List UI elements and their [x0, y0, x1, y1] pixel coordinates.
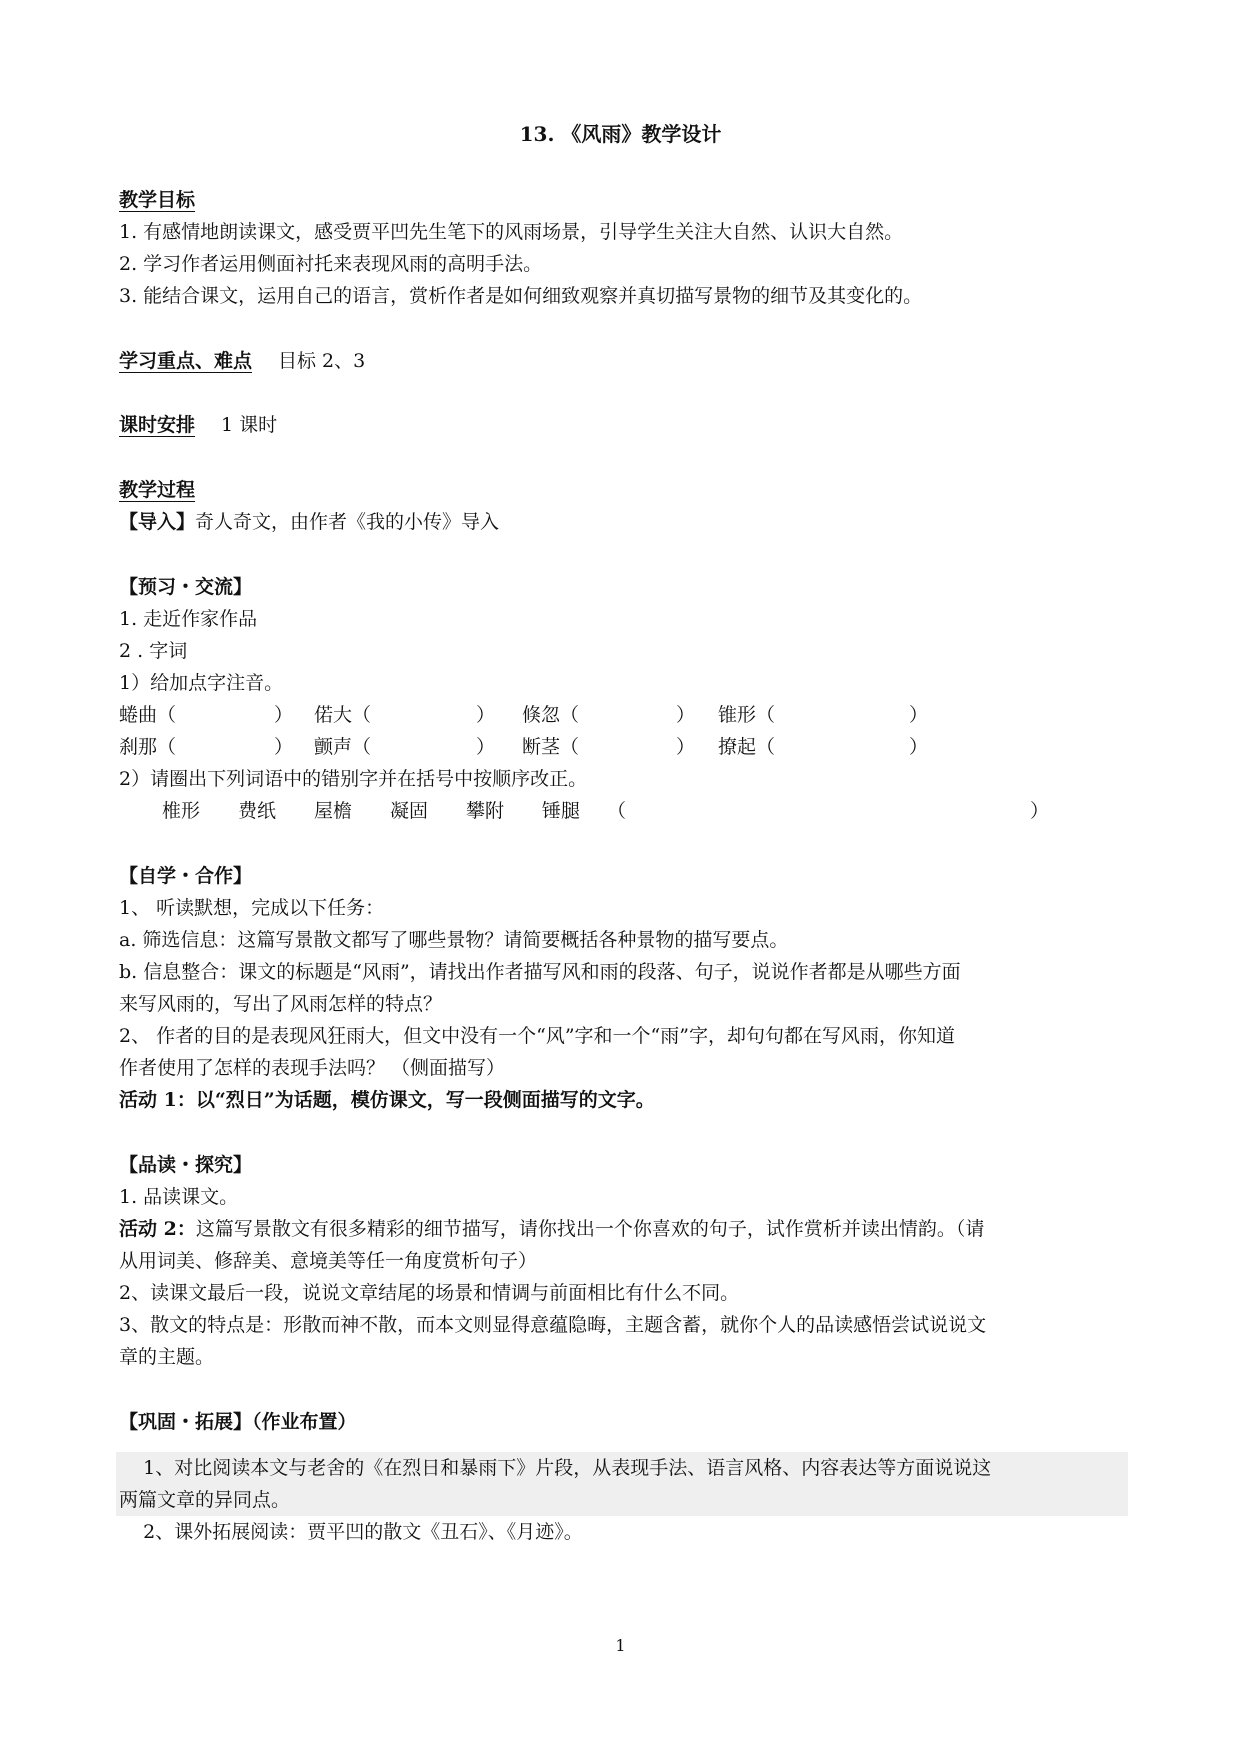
activity-2-line	[119, 1213, 984, 1245]
process-heading: 教学过程	[119, 479, 196, 501]
pinyin-close: ）	[274, 736, 294, 758]
typo-word: 屋檐	[314, 800, 353, 822]
typo-open-paren: （	[607, 800, 627, 822]
pinyin-close: ）	[274, 704, 294, 726]
goal-item-3: 3. 能结合课文，运用自己的语言，赏析作者是如何细致观察并真切描写景物的细节及其变化的。	[119, 285, 923, 307]
pinyin-close: ）	[909, 736, 929, 758]
key-points-heading: 学习重点、难点	[119, 350, 253, 372]
typo-word: 攀附	[466, 800, 505, 822]
extension-heading: 【巩固・拓展】（作业布置）	[119, 1411, 357, 1433]
pinyin-close: ）	[676, 736, 696, 758]
schedule-line	[119, 409, 277, 441]
goal-item-1: 1. 有感情地朗读课文，感受贾平凹先生笔下的风雨场景，引导学生关注大自然、认识大自然。	[119, 221, 904, 243]
self-study-line-6: 作者使用了怎样的表现手法吗？ （侧面描写）	[119, 1057, 506, 1079]
typo-word: 凝固	[390, 800, 429, 822]
pinyin-close: ）	[909, 704, 929, 726]
reading-line-1: 1. 品读课文。	[119, 1186, 239, 1208]
reading-line-4: 2、读课文最后一段，说说文章结尾的场景和情调与前面相比有什么不同。	[119, 1282, 740, 1304]
pinyin-close: ）	[676, 704, 696, 726]
intro-label: 【导入】	[119, 511, 196, 533]
reading-line-6: 章的主题。	[119, 1346, 215, 1368]
self-study-heading: 【自学・合作】	[119, 865, 253, 887]
intro-line	[119, 506, 499, 538]
preview-line-1: 1. 走近作家作品	[119, 608, 258, 630]
activity-1: 活动 1：以“烈日”为话题，模仿课文，写一段侧面描写的文字。	[119, 1089, 655, 1111]
reading-heading: 【品读・探究】	[119, 1154, 253, 1176]
pinyin-word: 撩起（	[718, 736, 776, 758]
key-points-value: 目标 2、3	[278, 350, 366, 372]
schedule-heading: 课时安排	[119, 414, 196, 436]
self-study-line-1: 1、 听读默想，完成以下任务：	[119, 897, 385, 919]
preview-line-3: 1）给加点字注音。	[119, 672, 284, 694]
pinyin-close: ）	[476, 736, 496, 758]
activity-2-text: 这篇写景散文有很多精彩的细节描写，请你找出一个你喜欢的句子，试作赏析并读出情韵。（请	[195, 1218, 985, 1240]
pinyin-word: 断茎（	[522, 736, 580, 758]
page-number: 1	[615, 1636, 626, 1655]
pinyin-word: 刹那（	[119, 736, 177, 758]
typo-word: 椎形	[162, 800, 201, 822]
pinyin-word: 锥形（	[718, 704, 776, 726]
typo-word: 费纸	[238, 800, 277, 822]
schedule-value: 1 课时	[221, 414, 278, 436]
pinyin-word: 偌大（	[314, 704, 372, 726]
extension-line-2: 两篇文章的异同点。	[119, 1489, 291, 1511]
goals-heading: 教学目标	[119, 189, 196, 211]
pinyin-word: 颤声（	[314, 736, 372, 758]
key-points-line	[119, 345, 365, 377]
self-study-line-4: 来写风雨的，写出了风雨怎样的特点？	[119, 993, 443, 1015]
activity-2-label: 活动 2：	[119, 1218, 196, 1240]
pinyin-word: 蜷曲（	[119, 704, 177, 726]
preview-line-2: 2 . 字词	[119, 640, 188, 662]
intro-text: 奇人奇文，由作者《我的小传》导入	[195, 511, 500, 533]
reading-line-5: 3、散文的特点是：形散而神不散，而本文则显得意蕴隐晦，主题含蓄，就你个人的品读感悟尝试说说文	[119, 1314, 987, 1336]
extension-line-3: 2、课外拓展阅读：贾平凹的散文《丑石》、《月迹》。	[119, 1521, 583, 1543]
typo-word: 锤腿	[542, 800, 581, 822]
goal-item-2: 2. 学习作者运用侧面衬托来表现风雨的高明手法。	[119, 253, 543, 275]
self-study-line-3: b. 信息整合：课文的标题是“风雨”，请找出作者描写风和雨的段落、句子，说说作者都是从哪些方面	[119, 961, 961, 983]
preview-line-4: 2）请圈出下列词语中的错别字并在括号中按顺序改正。	[119, 768, 588, 790]
preview-heading: 【预习・交流】	[119, 576, 253, 598]
extension-line-1: 1、对比阅读本文与老舍的《在烈日和暴雨下》片段，从表现手法、语言风格、内容表达等方面说说这	[119, 1457, 992, 1479]
self-study-line-2: a. 筛选信息：这篇写景散文都写了哪些景物？请简要概括各种景物的描写要点。	[119, 929, 789, 951]
self-study-line-5: 2、 作者的目的是表现风狂雨大，但文中没有一个“风”字和一个“雨”字，却句句都在写风雨，你知道	[119, 1025, 955, 1047]
document-title: 13. 《风雨》教学设计	[519, 122, 722, 146]
pinyin-word: 倏忽（	[522, 704, 580, 726]
reading-line-3: 从用词美、修辞美、意境美等任一角度赏析句子）	[119, 1250, 538, 1272]
typo-close-paren: ）	[1030, 800, 1050, 822]
pinyin-close: ）	[476, 704, 496, 726]
